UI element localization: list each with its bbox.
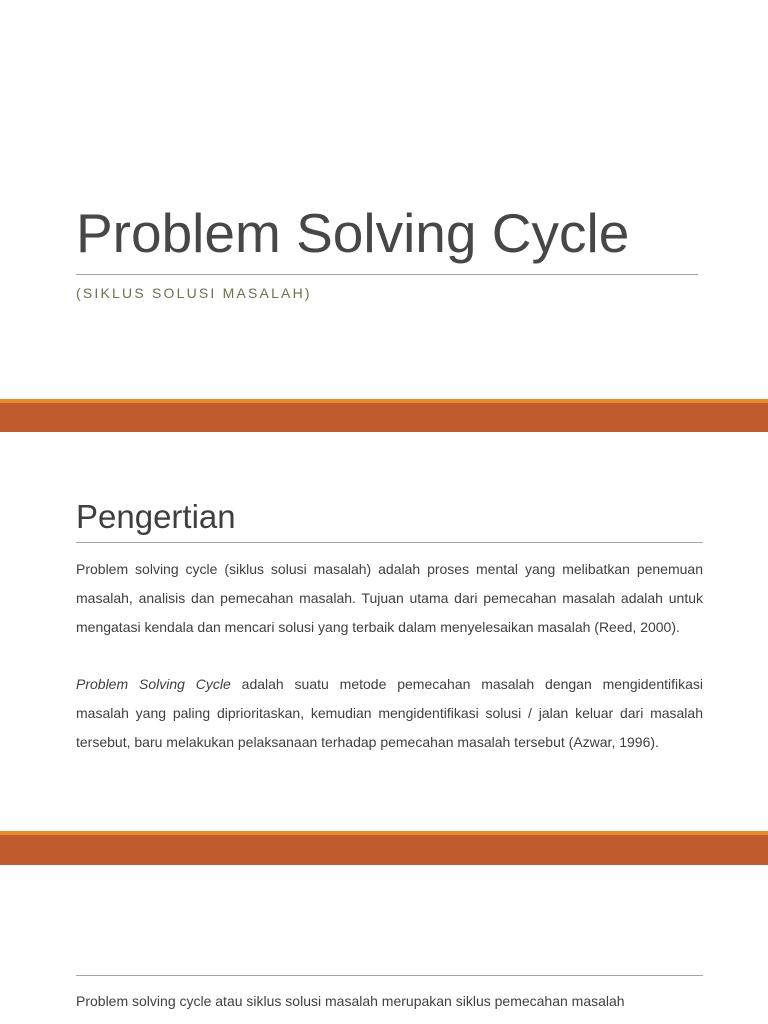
- paragraph-line: mengatasi kendala dan mencari solusi yang terbaik dalam menyelesaikan masalah (Reed, 2000).: [76, 619, 680, 635]
- slide-title: Problem Solving Cycle: [76, 202, 630, 264]
- heading-divider: [76, 975, 703, 976]
- section-heading: Pengertian: [76, 498, 236, 535]
- italic-term: Problem Solving Cycle: [76, 676, 231, 692]
- slide-subtitle: (SIKLUS SOLUSI MASALAH): [76, 285, 312, 301]
- paragraph-line: tersebut, baru melakukan pelaksanaan terhadap pemecahan masalah tersebut (Azwar, 1996).: [76, 734, 659, 750]
- paragraph-line: Problem solving cycle atau siklus solusi masalah merupakan siklus pemecahan masalah: [76, 993, 625, 1009]
- paragraph-line: Problem solving cycle (siklus solusi masalah) adalah proses mental yang melibatkan penemuan: [76, 561, 703, 577]
- paragraph-line-text: adalah suatu metode pemecahan masalah dengan mengidentifikasi: [241, 676, 703, 692]
- paragraph-line: masalah yang paling diprioritaskan, kemudian mengidentifikasi solusi / jalan keluar dari masalah: [76, 705, 703, 721]
- paragraph-line: masalah, analisis dan pemecahan masalah. Tujuan utama dari pemecahan masalah adalah untuk: [76, 590, 703, 606]
